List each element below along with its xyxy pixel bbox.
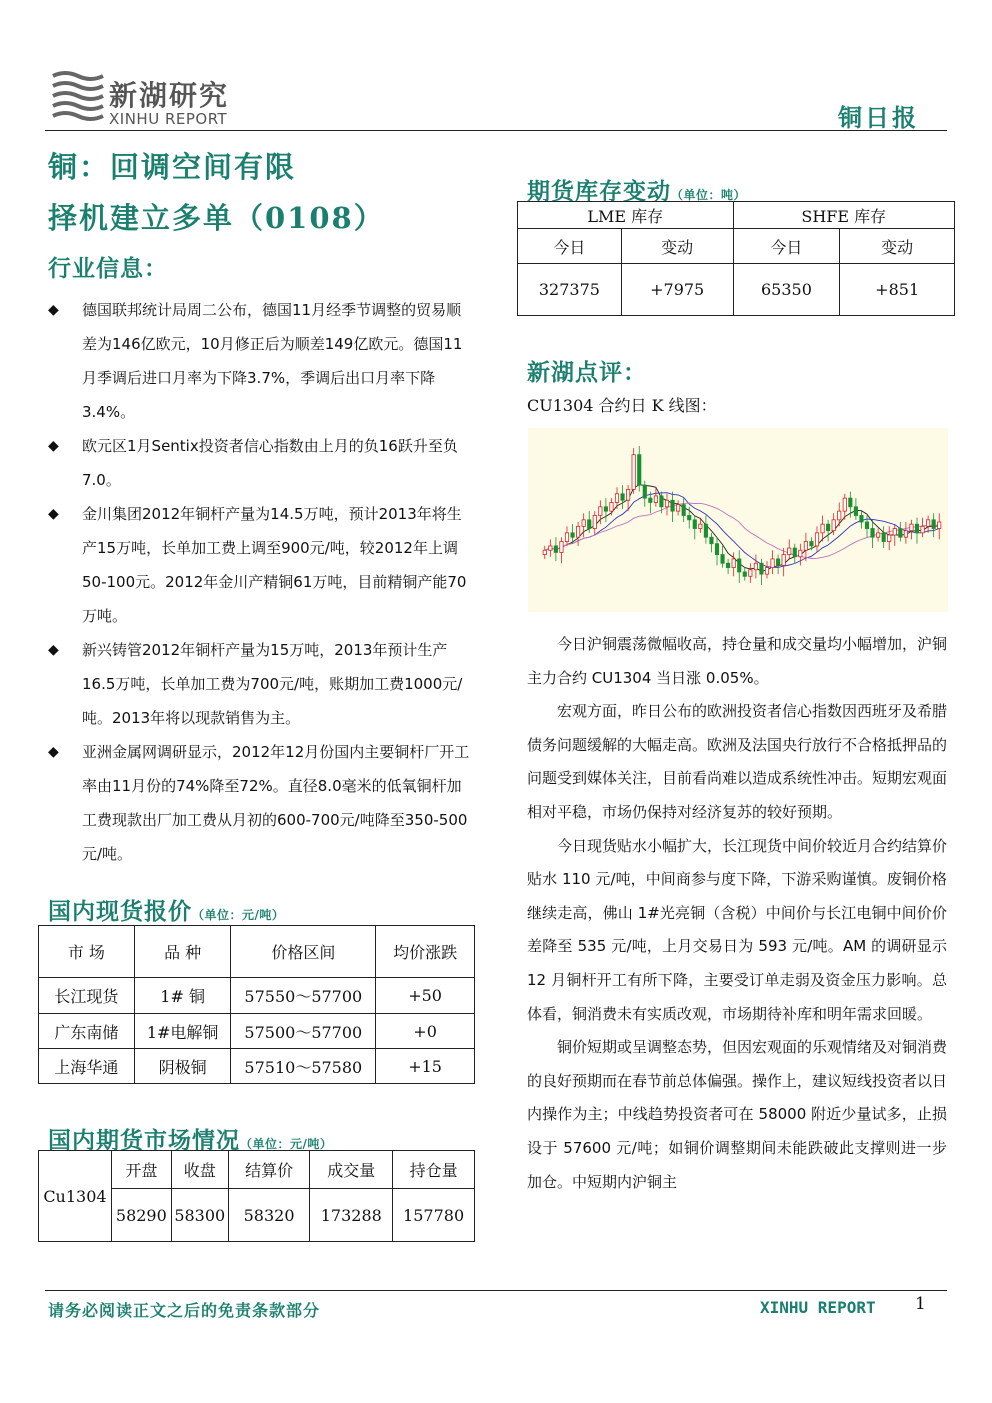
candle-body — [582, 520, 585, 527]
candle-body — [704, 524, 707, 537]
candle-body — [893, 529, 896, 536]
candle-body — [554, 546, 557, 553]
candle-body — [754, 563, 757, 570]
candle-body — [699, 524, 702, 528]
table-header-row — [39, 1151, 475, 1189]
candle-body — [660, 496, 663, 507]
commentary-body — [527, 628, 947, 1199]
price-range-cell: 57500～57700 — [231, 1014, 376, 1049]
contract-cell: Cu1304 — [39, 1151, 112, 1242]
candle-body — [682, 505, 685, 516]
spot-price-title: 国内现货报价 — [48, 898, 192, 925]
bullet-text: 欧元区1月Sentix投资者信心指数由上月的负16跃升至负7.0。 — [82, 437, 458, 489]
candle-body — [671, 500, 674, 511]
candle-body — [860, 515, 863, 522]
candle-body — [710, 537, 713, 544]
lme-change-value: +7975 — [621, 264, 733, 316]
candle-body — [693, 520, 696, 529]
candlestick-chart — [528, 428, 948, 612]
candle-body — [632, 455, 635, 490]
variety-cell: 阴极铜 — [134, 1049, 231, 1084]
candle-body — [654, 496, 657, 503]
open-interest-value: 157780 — [393, 1189, 475, 1242]
candle-body — [865, 522, 868, 529]
open-value: 58290 — [111, 1189, 171, 1242]
candle-body — [599, 507, 602, 516]
candle-body — [771, 559, 774, 568]
candle-body — [938, 522, 941, 529]
lme-change-header: 变动 — [621, 229, 733, 264]
logo-english-text: XINHU REPORT — [109, 110, 228, 128]
inventory-table — [517, 201, 955, 316]
candle-body — [788, 548, 791, 555]
candle-body — [576, 526, 579, 537]
diamond-bullet-icon: ◆ — [48, 642, 59, 658]
shfe-today-header: 今日 — [733, 229, 840, 264]
list-item — [48, 293, 473, 429]
bullet-text: 金川集团2012年铜杆产量为14.5万吨，预计2013年将生产15万吨，长单加工费上调至900元/吨，较2012年上调50-100元。2012年金川产精铜61万吨，目前精铜产能70万吨。 — [82, 505, 467, 625]
inventory-title: 期货库存变动 — [527, 178, 671, 205]
commentary-paragraph: 今日现货贴水小幅扩大，长江现货中间价较近月合约结算价贴水 110 元/吨，中间商参与度下降，下游采购谨慎。废铜价格继续走高，佛山 1#光亮铜（含税）中间价与长江电铜中间价价差降至 535 元/吨，上月交易日为 593 元/吨。AM 的调研显示 12 月铜杆开工有所下降，主要受订单走弱及资金压力影响。总体看，铜消费未有实质改观，市场期待补库和明年需求回暖。 — [527, 836, 948, 1023]
candle-body — [565, 533, 568, 542]
header-price-range: 价格区间 — [231, 926, 376, 978]
inventory-unit: （单位：吨） — [671, 188, 747, 202]
candle-body — [782, 555, 785, 566]
candle-body — [610, 502, 613, 511]
avg-change-cell: +0 — [376, 1014, 475, 1049]
candle-body — [904, 531, 907, 538]
futures-market-unit: （单位：元/吨） — [240, 1137, 333, 1151]
lme-group-header: LME 库存 — [518, 202, 734, 229]
candle-body — [821, 524, 824, 533]
spot-price-unit: （单位：元/吨） — [192, 908, 285, 922]
candle-body — [826, 524, 829, 531]
table-subheader-row — [518, 229, 955, 264]
report-title-line1: 铜：回调空间有限 — [48, 150, 297, 184]
candle-body — [604, 507, 607, 511]
bullet-text: 新兴铸管2012年铜杆产量为15万吨，2013年预计生产16.5万吨，长单加工费为700元/吨，账期加工费1000元/吨。2013年将以现款销售为主。 — [82, 641, 463, 727]
candle-body — [910, 524, 913, 531]
candle-body — [749, 570, 752, 577]
industry-bullet-list — [48, 293, 473, 871]
industry-info-heading: 行业信息： — [48, 255, 168, 282]
candle-body — [849, 498, 852, 507]
table-row — [39, 1049, 475, 1084]
shfe-today-value: 65350 — [733, 264, 840, 316]
candle-body — [810, 542, 813, 546]
bullet-text: 亚洲金属网调研显示，2012年12月份国内主要铜杆厂开工率由11月份的74%降至72%。直径8.0毫米的低氧铜杆加工费现款出厂加工费从月初的600-700元/吨降至350-500元/吨。 — [82, 743, 470, 863]
logo-chinese-text: 新湖研究 — [109, 79, 230, 112]
candle-body — [621, 494, 624, 501]
candle-body — [921, 526, 924, 533]
report-type: 铜日报 — [838, 103, 919, 132]
table-row — [39, 978, 475, 1014]
close-value: 58300 — [171, 1189, 228, 1242]
candle-body — [760, 563, 763, 574]
xinhu-logo-icon — [51, 70, 105, 124]
list-item — [48, 735, 473, 871]
candle-body — [743, 572, 746, 576]
candle-body — [932, 520, 935, 529]
bullet-text: 德国联邦统计局周二公布，德国11月经季节调整的贸易顺差为146亿欧元，10月修正后为顺差149亿欧元。德国11月季调后进口月率为下降3.7%，季调后出口月率下降3.4%。 — [82, 301, 463, 421]
candle-body — [549, 546, 552, 550]
candle-body — [876, 533, 879, 537]
list-item — [48, 633, 473, 735]
candle-body — [882, 533, 885, 542]
diamond-bullet-icon: ◆ — [48, 506, 59, 522]
candle-body — [832, 520, 835, 531]
candle-body — [915, 524, 918, 533]
candle-body — [843, 498, 846, 511]
table-header-row — [518, 202, 955, 229]
xinhu-logo — [51, 70, 251, 132]
candle-body — [871, 529, 874, 538]
price-range-cell: 57550～57700 — [231, 978, 376, 1014]
volume-value: 173288 — [310, 1189, 393, 1242]
list-item — [48, 429, 473, 497]
candle-body — [688, 515, 691, 519]
price-range-cell: 57510～57580 — [231, 1049, 376, 1084]
market-cell: 上海华通 — [39, 1049, 135, 1084]
spot-price-table — [38, 925, 475, 1084]
candle-body — [638, 455, 641, 485]
candle-body — [793, 548, 796, 557]
header-settle: 结算价 — [228, 1151, 310, 1189]
candle-body — [726, 563, 729, 567]
footer-brand: XINHU REPORT — [760, 1298, 876, 1317]
candle-body — [571, 533, 574, 537]
table-header-row — [39, 926, 475, 978]
shfe-group-header: SHFE 库存 — [733, 202, 954, 229]
candle-body — [615, 494, 618, 503]
candle-body — [626, 489, 629, 500]
candle-body — [765, 568, 768, 575]
candle-body — [715, 544, 718, 555]
diamond-bullet-icon: ◆ — [48, 302, 59, 318]
candle-body — [643, 485, 646, 498]
candle-body — [926, 520, 929, 527]
candle-body — [676, 505, 679, 512]
lme-today-value: 327375 — [518, 264, 622, 316]
header-divider — [45, 130, 947, 131]
avg-change-cell: +50 — [376, 978, 475, 1014]
disclaimer-notice: 请务必阅读正文之后的免责条款部分 — [48, 1301, 321, 1320]
diamond-bullet-icon: ◆ — [48, 744, 59, 760]
candle-body — [649, 498, 652, 502]
table-row — [39, 1014, 475, 1049]
candle-body — [838, 511, 841, 520]
commentary-heading: 新湖点评： — [527, 359, 647, 386]
header-avg-change: 均价涨跌 — [376, 926, 475, 978]
candle-body — [799, 550, 802, 557]
candle-body — [593, 515, 596, 528]
report-title-line2: 择机建立多单（0108） — [48, 201, 385, 235]
spot-price-heading — [48, 893, 284, 926]
candle-body — [665, 500, 668, 507]
chart-title: CU1304 合约日 K 线图： — [527, 396, 717, 415]
settle-value: 58320 — [228, 1189, 310, 1242]
header-close: 收盘 — [171, 1151, 228, 1189]
commentary-paragraph: 宏观方面，昨日公布的欧洲投资者信心指数因西班牙及希腊债务问题缓解的大幅走高。欧洲及法国央行放行不合格抵押品的问题受到媒体关注，目前看尚难以造成系统性冲击。短期宏观面相对平稳，市场仍保持对经济复苏的较好预期。 — [527, 702, 948, 821]
header-market: 市 场 — [39, 926, 135, 978]
header-volume: 成交量 — [310, 1151, 393, 1189]
header-variety: 品 种 — [134, 926, 231, 978]
candle-body — [738, 559, 741, 572]
candle-body — [815, 533, 818, 546]
report-header — [45, 60, 947, 132]
candle-body — [776, 559, 779, 566]
candle-body — [588, 520, 591, 529]
commentary-paragraph: 今日沪铜震荡微幅收高，持仓量和成交量均小幅增加，沪铜主力合约 CU1304 当日涨 0.05%。 — [527, 635, 948, 687]
candle-body — [543, 550, 546, 554]
diamond-bullet-icon: ◆ — [48, 438, 59, 454]
page-number: 1 — [915, 1294, 926, 1314]
header-open: 开盘 — [111, 1151, 171, 1189]
candle-body — [560, 542, 563, 553]
list-item — [48, 497, 473, 633]
table-row — [518, 264, 955, 316]
shfe-change-header: 变动 — [840, 229, 955, 264]
candle-body — [854, 507, 857, 516]
market-cell: 长江现货 — [39, 978, 135, 1014]
candle-body — [899, 529, 902, 538]
candle-body — [804, 542, 807, 551]
candle-body — [721, 555, 724, 564]
candle-body — [732, 559, 735, 568]
header-open-interest: 持仓量 — [393, 1151, 475, 1189]
avg-change-cell: +15 — [376, 1049, 475, 1084]
candle-body — [888, 535, 891, 542]
futures-market-table — [38, 1150, 475, 1242]
shfe-change-value: +851 — [840, 264, 955, 316]
futures-market-title: 国内期货市场情况 — [48, 1127, 240, 1154]
variety-cell: 1# 铜 — [134, 978, 231, 1014]
market-cell: 广东南储 — [39, 1014, 135, 1049]
commentary-paragraph: 铜价短期或呈调整态势，但因宏观面的乐观情绪及对铜消费的良好预期而在春节前总体偏强。操作上，建议短线投资者以日内操作为主；中线趋势投资者可在 58000 附近少量试多，止损设于 57600 元/吨；如铜价调整期间未能跌破此支撑则进一步加仓。中短期内沪铜主 — [527, 1038, 948, 1191]
footer-divider — [45, 1290, 947, 1291]
lme-today-header: 今日 — [518, 229, 622, 264]
variety-cell: 1#电解铜 — [134, 1014, 231, 1049]
